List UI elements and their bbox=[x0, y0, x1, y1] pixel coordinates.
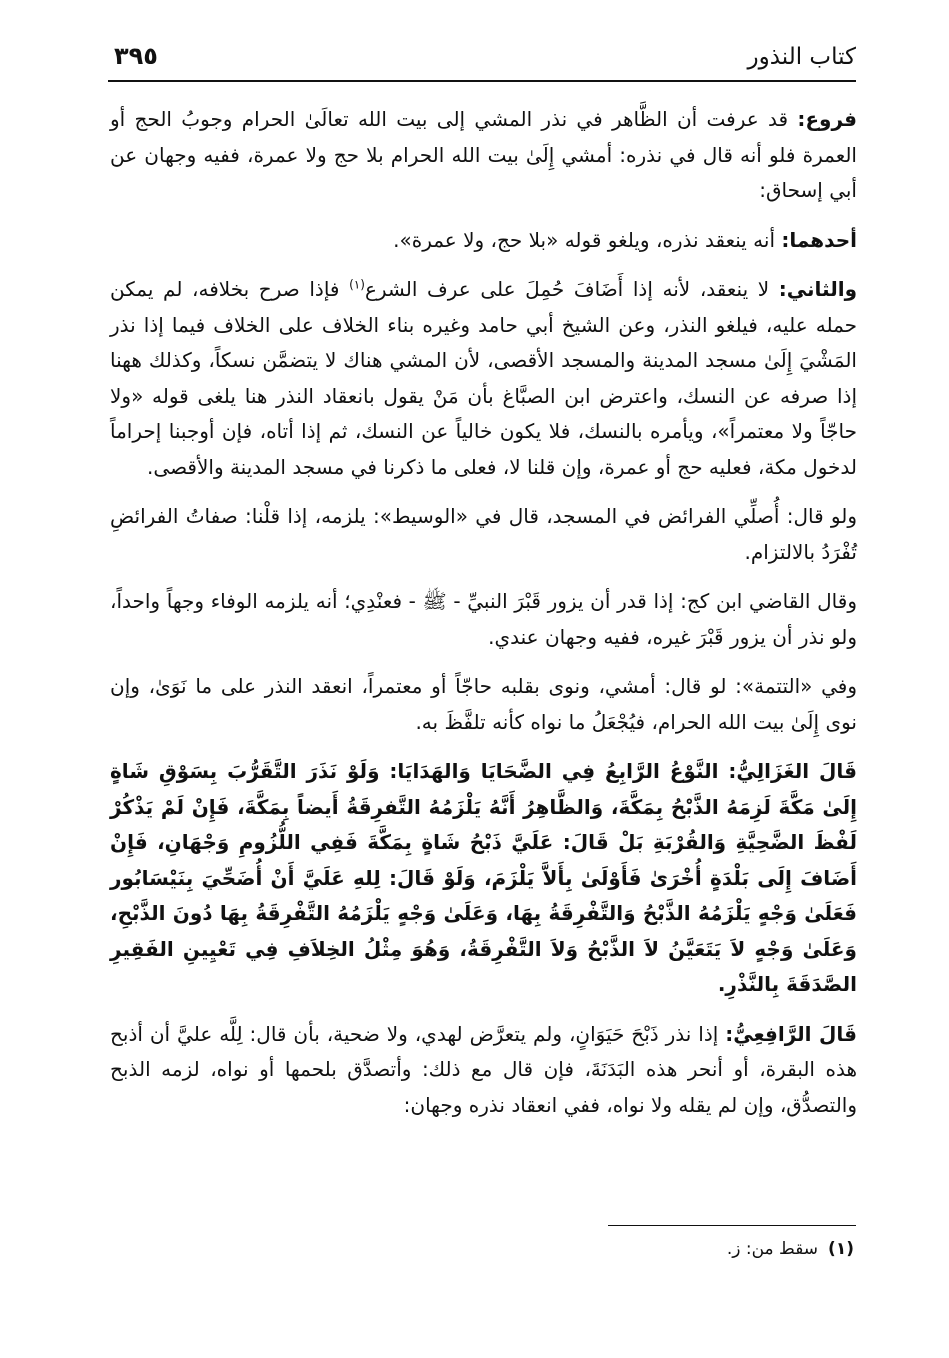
paragraph-furoo bbox=[110, 102, 857, 209]
paragraph-lead: أحدهما: bbox=[781, 227, 857, 252]
footnote-reference: (١) bbox=[349, 277, 365, 292]
running-header bbox=[108, 40, 856, 82]
paragraph-ghazali-matn bbox=[110, 754, 857, 1003]
paragraph-text: ولو قال: أُصلِّي الفرائض في المسجد، قال في «الوسيط»: يلزمه، إذا قلْنا: صفاتُ الفرائضِ تُفْرَدُ بالالتزام. bbox=[110, 504, 857, 564]
paragraph-text: إذا نذر ذَبْحَ حَيَوَانٍ، ولم يتعرَّض لهدي، ولا ضحية، بأن قال: لِلَّه عليَّ أن أذبح هذه البقرة، أو أنحر هذه البَدَنَةَ، فإن قال مع ذلك: وأتصدَّق بلحمها أو نواه، لزمه الذبح والتصدُّق، وإن لم يقله ولا نواه، ففي انعقاد نذره وجهان: bbox=[110, 1021, 857, 1117]
footnote bbox=[727, 1237, 854, 1261]
paragraph-text: أنه ينعقد نذره، ويلغو قوله «بلا حج، ولا عمرة». bbox=[393, 227, 782, 252]
paragraph-lead: والثاني: bbox=[778, 277, 857, 301]
footnote-number: (١) bbox=[828, 1239, 854, 1259]
footnote-text: سقط من: ز. bbox=[726, 1239, 819, 1259]
paragraph-tatimma bbox=[110, 669, 857, 740]
paragraph-lead: قَالَ الرَّافِعِيُّ: bbox=[725, 1021, 858, 1046]
paragraph-lead: فروع: bbox=[797, 107, 857, 131]
paragraph-ibn-kajj bbox=[110, 584, 857, 655]
paragraph-wasit-quote bbox=[110, 499, 857, 570]
main-text bbox=[110, 102, 857, 1137]
paragraph-first-view bbox=[110, 223, 857, 259]
page-number: ٣٩٥ bbox=[114, 42, 158, 70]
paragraph-text: وفي «التتمة»: لو قال: أمشي، ونوى بقلبه حاجّاً أو معتمراً، انعقد النذر على ما نَوَىٰ، وإن نوى إِلَىٰ بيت الله الحرام، فيُجْعَلُ ما نواه كأنه تلفَّظَ به. bbox=[110, 674, 857, 734]
paragraph-text: النَّوْعُ الرَّابِعُ فِي الضَّحَايَا وَالهَدَايَا: وَلَوْ نَذَرَ التَّقَرُّبَ بِسَوْقِ شَاةٍ إِلَىٰ مَكَّةَ لَزِمَهُ الذَّبْحُ بِمَكَّةَ، وَالظَّاهِرُ أَنَّهُ يَلْزَمُهُ التَّفرِقَةُ أَيضاً بِمَكَّةَ، فَإِنْ لَمْ يَذْكُرْ لَفْظَ الضَّحِيَّةِ وَالقُرْبَةِ بَلْ قَالَ: عَلَيَّ ذَبْحُ شَاةٍ بِمَكَّةَ فَفِي اللُّزُومِ وَجْهَانِ، فَإِنْ أَضَافَ إِلَى بَلْدَةٍ أُخْرَىٰ فَأَوْلَىٰ بِأَلاَّ يَلْزَمَ، وَلَوْ قَالَ: لِلهِ عَلَيَّ أَنْ أُضَحِّيَ بِنَيْسَابُور فَعَلَىٰ وَجْهٍ يَلْزَمُهُ الذَّبْحُ وَالتَّفْرِقَةُ بِهَا، وَعَلَىٰ وَجْهٍ يَلْزَمُهُ التَّفْرِقَةُ بِهَا دُونَ الذَّبْحِ، وَعَلَىٰ وَجْهٍ لاَ يَتَعَيَّنُ لاَ الذَّبْحُ وَلاَ التَّفْرِقَةُ، وَهُوَ مِثْلُ الخِلاَفِ فِي تَعْيِينِ الفَقِيرِ الصَّدَقَةَ بِالنَّذْرِ. bbox=[110, 759, 857, 996]
paragraph-text: قد عرفت أن الظَّاهر في نذر المشي إلى بيت الله تعالَىٰ الحرام وجوبُ الحج أو العمرة فلو أنه قال في نذره: أمشي إِلَىٰ بيت الله الحرام بلا حج ولا عمرة، ففيه وجهان عن أبي إسحاق: bbox=[110, 107, 857, 202]
paragraph-text-continued: فإذا صرح بخلافه، لم يمكن حمله عليه، فيلغو النذر، وعن الشيخ أبي حامد وغيره بناء الخلاف على الخلاف فيما إذا نذر المَشْيَ إِلَىٰ مسجد المدينة والمسجد الأقصى، لأن المشي هناك لا يتضمَّن نسكاً، وكذلك ههنا إذا صرفه عن النسك، واعترض ابن الصبَّاغ بأن مَنْ يقول بانعقاد النذر هنا يلغى قوله «ولا حاجّاً ولا معتمراً»، ويأمره بالنسك، فلا يكون خالياً عن النسك، ثم إذا أتاه، فإن أوجبنا إحراماً لدخول مكة، فعليه حج أو عمرة، وإن قلنا لا، فعلى ما ذكرنا في مسجد المدينة والأقصى. bbox=[110, 277, 857, 479]
paragraph-rafii-commentary bbox=[110, 1017, 857, 1124]
running-title: كتاب النذور bbox=[747, 44, 856, 70]
paragraph-text: لا ينعقد، لأنه إذا أَضَافَ حُمِلَ على عرف الشرع bbox=[364, 277, 779, 301]
paragraph-lead: قَالَ الغَزَالِيُّ: bbox=[728, 759, 858, 783]
paragraph-second-view bbox=[110, 272, 857, 485]
footnote-divider bbox=[608, 1225, 856, 1226]
paragraph-text: وقال القاضي ابن كج: إذا قدر أن يزور قَبْرَ النبيِّ - ﷺ - فعنْدِي؛ أنه يلزمه الوفاء وجهاً واحداً، ولو نذر أن يزور قَبْرَ غيره، ففيه وجهان عندي. bbox=[110, 589, 857, 649]
